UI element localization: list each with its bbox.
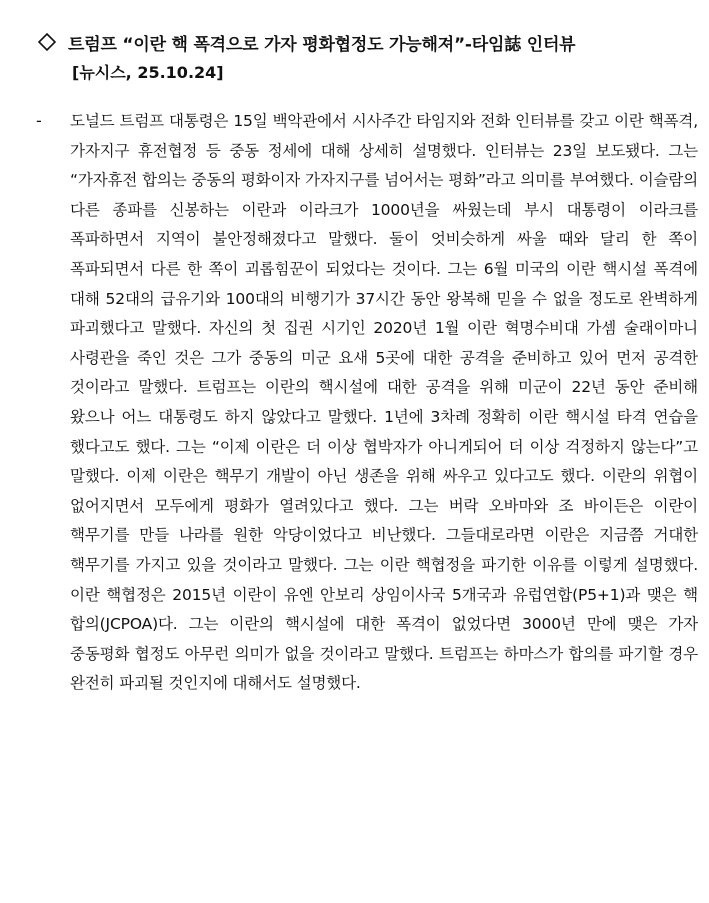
article-source: [뉴시스, 25.10.24] (72, 63, 224, 82)
list-marker: - (36, 111, 42, 130)
article-body: 도널드 트럼프 대통령은 15일 백악관에서 시사주간 타임지와 전화 인터뷰를 갖고 이란 핵폭격, 가자지구 휴전협정 등 중동 정세에 대해 상세히 설명했다. 인터뷰는 23일 보도됐다. 그는 “가자휴전 합의는 중동의 평화이자 가자지구를 넘어서는 평화”라고 의미를 부여했다. 이슬람의 다른 종파를 신봉하는 이란과 이라크가 1000년을 싸웠는데 부시 대통령이 이라크를 폭파하면서 지역이 불안정해졌다고 말했다. 둘이 엇비슷하게 싸울 때와 달리 한 쪽이 폭파되면서 다른 한 쪽이 괴롭힘꾼이 되었다는 것이다. 그는 6월 미국의 이란 핵시설 폭격에 대해 52대의 급유기와 100대의 비행기가 37시간 동안 왕복해 믿을 수 없을 정도로 완벽하게 파괴했다고 말했다. 자신의 첫 집권 시기인 2020년 1월 이란 혁명수비대 가셈 술래이마니 사령관을 죽인 것은 그가 중동의 미군 요새 5곳에 대한 공격을 준비하고 있어 먼저 공격한 것이라고 말했다. 트럼프는 이란의 핵시설에 대한 공격을 위해 미군이 22년 동안 준비해 왔으나 어느 대통령도 하지 않았다고 말했다. 1년에 3차례 정확히 이란 핵시설 타격 연습을 했다고도 했다. 그는 “이제 이란은 더 이상 협박자가 아니게되어 더 이상 걱정하지 않는다”고 말했다. 이제 이란은 핵무기 개발이 아닌 생존을 위해 싸우고 있다고도 했다. 이란의 위협이 없어지면서 모두에게 평화가 열려있다고 했다. 그는 버락 오바마와 조 바이든은 이란이 핵무기를 만들 나라를 원한 악당이었다고 비난했다. 그들대로라면 이란은 지금쯤 거대한 핵무기를 가지고 있을 것이라고 말했다. 그는 이란 핵협정을 파기한 이유를 이렇게 설명했다. 이란 핵협정은 2015년 이란이 유엔 안보리 상임이사국 5개국과 유럽연합(P5+1)과 맺은 핵 합의(JCPOA)다. 그는 이란의 핵시설에 대한 폭격이 없었다면 3000년 만에 맺은 가자 중동평화 협정도 아무런 의미가 없을 것이라고 말했다. 트럼프는 하마스가 합의를 파기할 경우 완전히 파괴될 것인지에 대해서도 설명했다. (70, 112, 698, 693)
article-title: 트럼프 “이란 핵 폭격으로 가자 평화협정도 가능해져”-타임誌 인터뷰 (68, 35, 576, 55)
article-title-row (38, 30, 698, 56)
diamond-outline-icon (38, 33, 56, 51)
